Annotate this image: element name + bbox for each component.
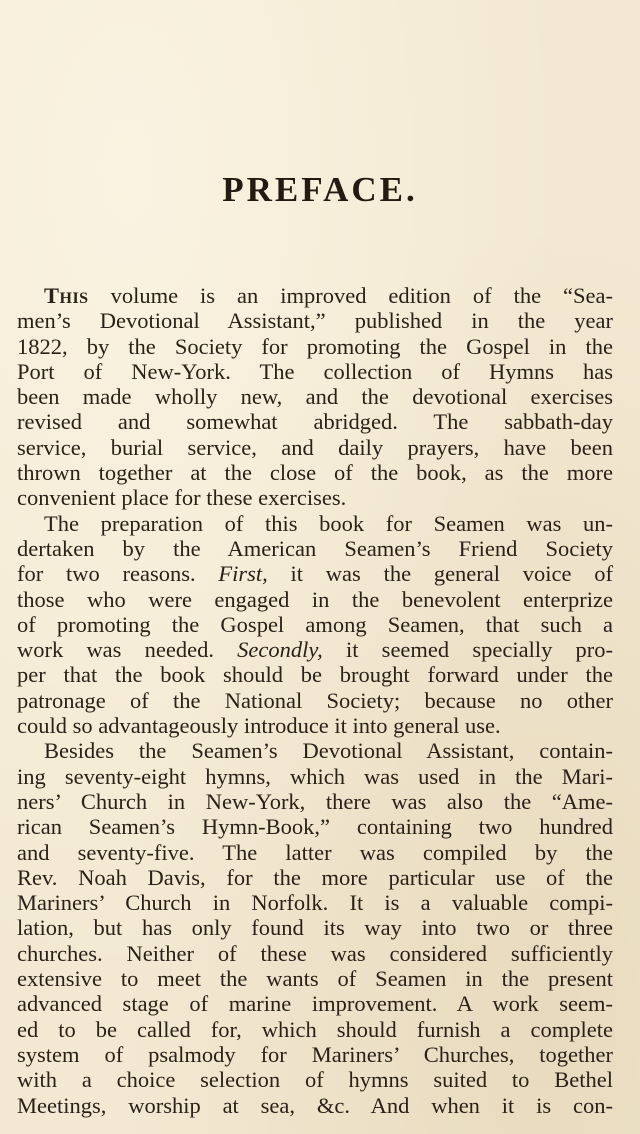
text-line: dertaken by the American Seamen’s Friend Society xyxy=(17,535,613,561)
text-line: been made wholly new, and the devotional exercises xyxy=(17,384,613,410)
page-title: PREFACE. xyxy=(222,170,418,209)
text-line: could so advantageously introduce it into general use. xyxy=(17,713,501,739)
drop-lead-word: This xyxy=(44,283,89,308)
text-line: Besides the Seamen’s Devotional Assistant, contain- xyxy=(44,738,613,764)
text-line: patronage of the National Society; because no other xyxy=(17,687,613,713)
text-line: ing seventy-eight hymns, which was used in the Mari- xyxy=(17,763,613,789)
preface-body xyxy=(17,283,613,1118)
text-line: lation, but has only found its way into two or three xyxy=(17,915,613,941)
text-line: convenient place for these exercises. xyxy=(17,485,347,511)
text-line: Mariners’ Church in Norfolk. It is a valuable compi- xyxy=(17,890,613,916)
text-line: rican Seamen’s Hymn-Book,” containing two hundred xyxy=(17,814,613,840)
text-line: thrown together at the close of the book, as the more xyxy=(17,460,613,486)
text-line: per that the book should be brought forward under the xyxy=(17,662,613,688)
text-line: with a choice selection of hymns suited to Bethel xyxy=(17,1067,613,1093)
text-line: Rev. Noah Davis, for the more particular use of the xyxy=(17,864,613,890)
text-line: Port of New-York. The collection of Hymns has xyxy=(17,358,613,384)
text-line: This volume is an improved edition of the “Sea- xyxy=(44,283,613,308)
text-line: of promoting the Gospel among Seamen, that such a xyxy=(17,611,613,637)
text-line: The preparation of this book for Seamen was un- xyxy=(44,510,613,536)
text-line: service, burial service, and daily prayers, have been xyxy=(17,434,613,460)
text-line: work was needed. Secondly, it seemed specially pro- xyxy=(17,637,613,663)
text-line: ners’ Church in New-York, there was also the “Ame- xyxy=(17,788,613,814)
text-line: revised and somewhat abridged. The sabbath-day xyxy=(17,409,613,435)
text-line: system of psalmody for Mariners’ Churches, together xyxy=(17,1041,613,1067)
text-line: those who were engaged in the benevolent enterprize xyxy=(17,586,613,612)
italic-word: First, xyxy=(218,561,268,587)
text-line: 1822, by the Society for promoting the Gospel in the xyxy=(17,333,613,359)
text-line: Meetings, worship at sea, &c. And when it is con- xyxy=(17,1092,613,1118)
italic-word: Secondly, xyxy=(237,637,323,663)
text-line: advanced stage of marine improvement. A work seem- xyxy=(17,991,613,1017)
text-line: and seventy-five. The latter was compiled by the xyxy=(17,839,613,865)
text-line: churches. Neither of these was considered sufficiently xyxy=(17,940,613,966)
text-line: men’s Devotional Assistant,” published in the year xyxy=(17,308,613,334)
text-line: ed to be called for, which should furnish a complete xyxy=(17,1016,613,1042)
text-line: for two reasons. First, it was the general voice of xyxy=(17,561,613,587)
text-line: extensive to meet the wants of Seamen in the present xyxy=(17,966,613,992)
